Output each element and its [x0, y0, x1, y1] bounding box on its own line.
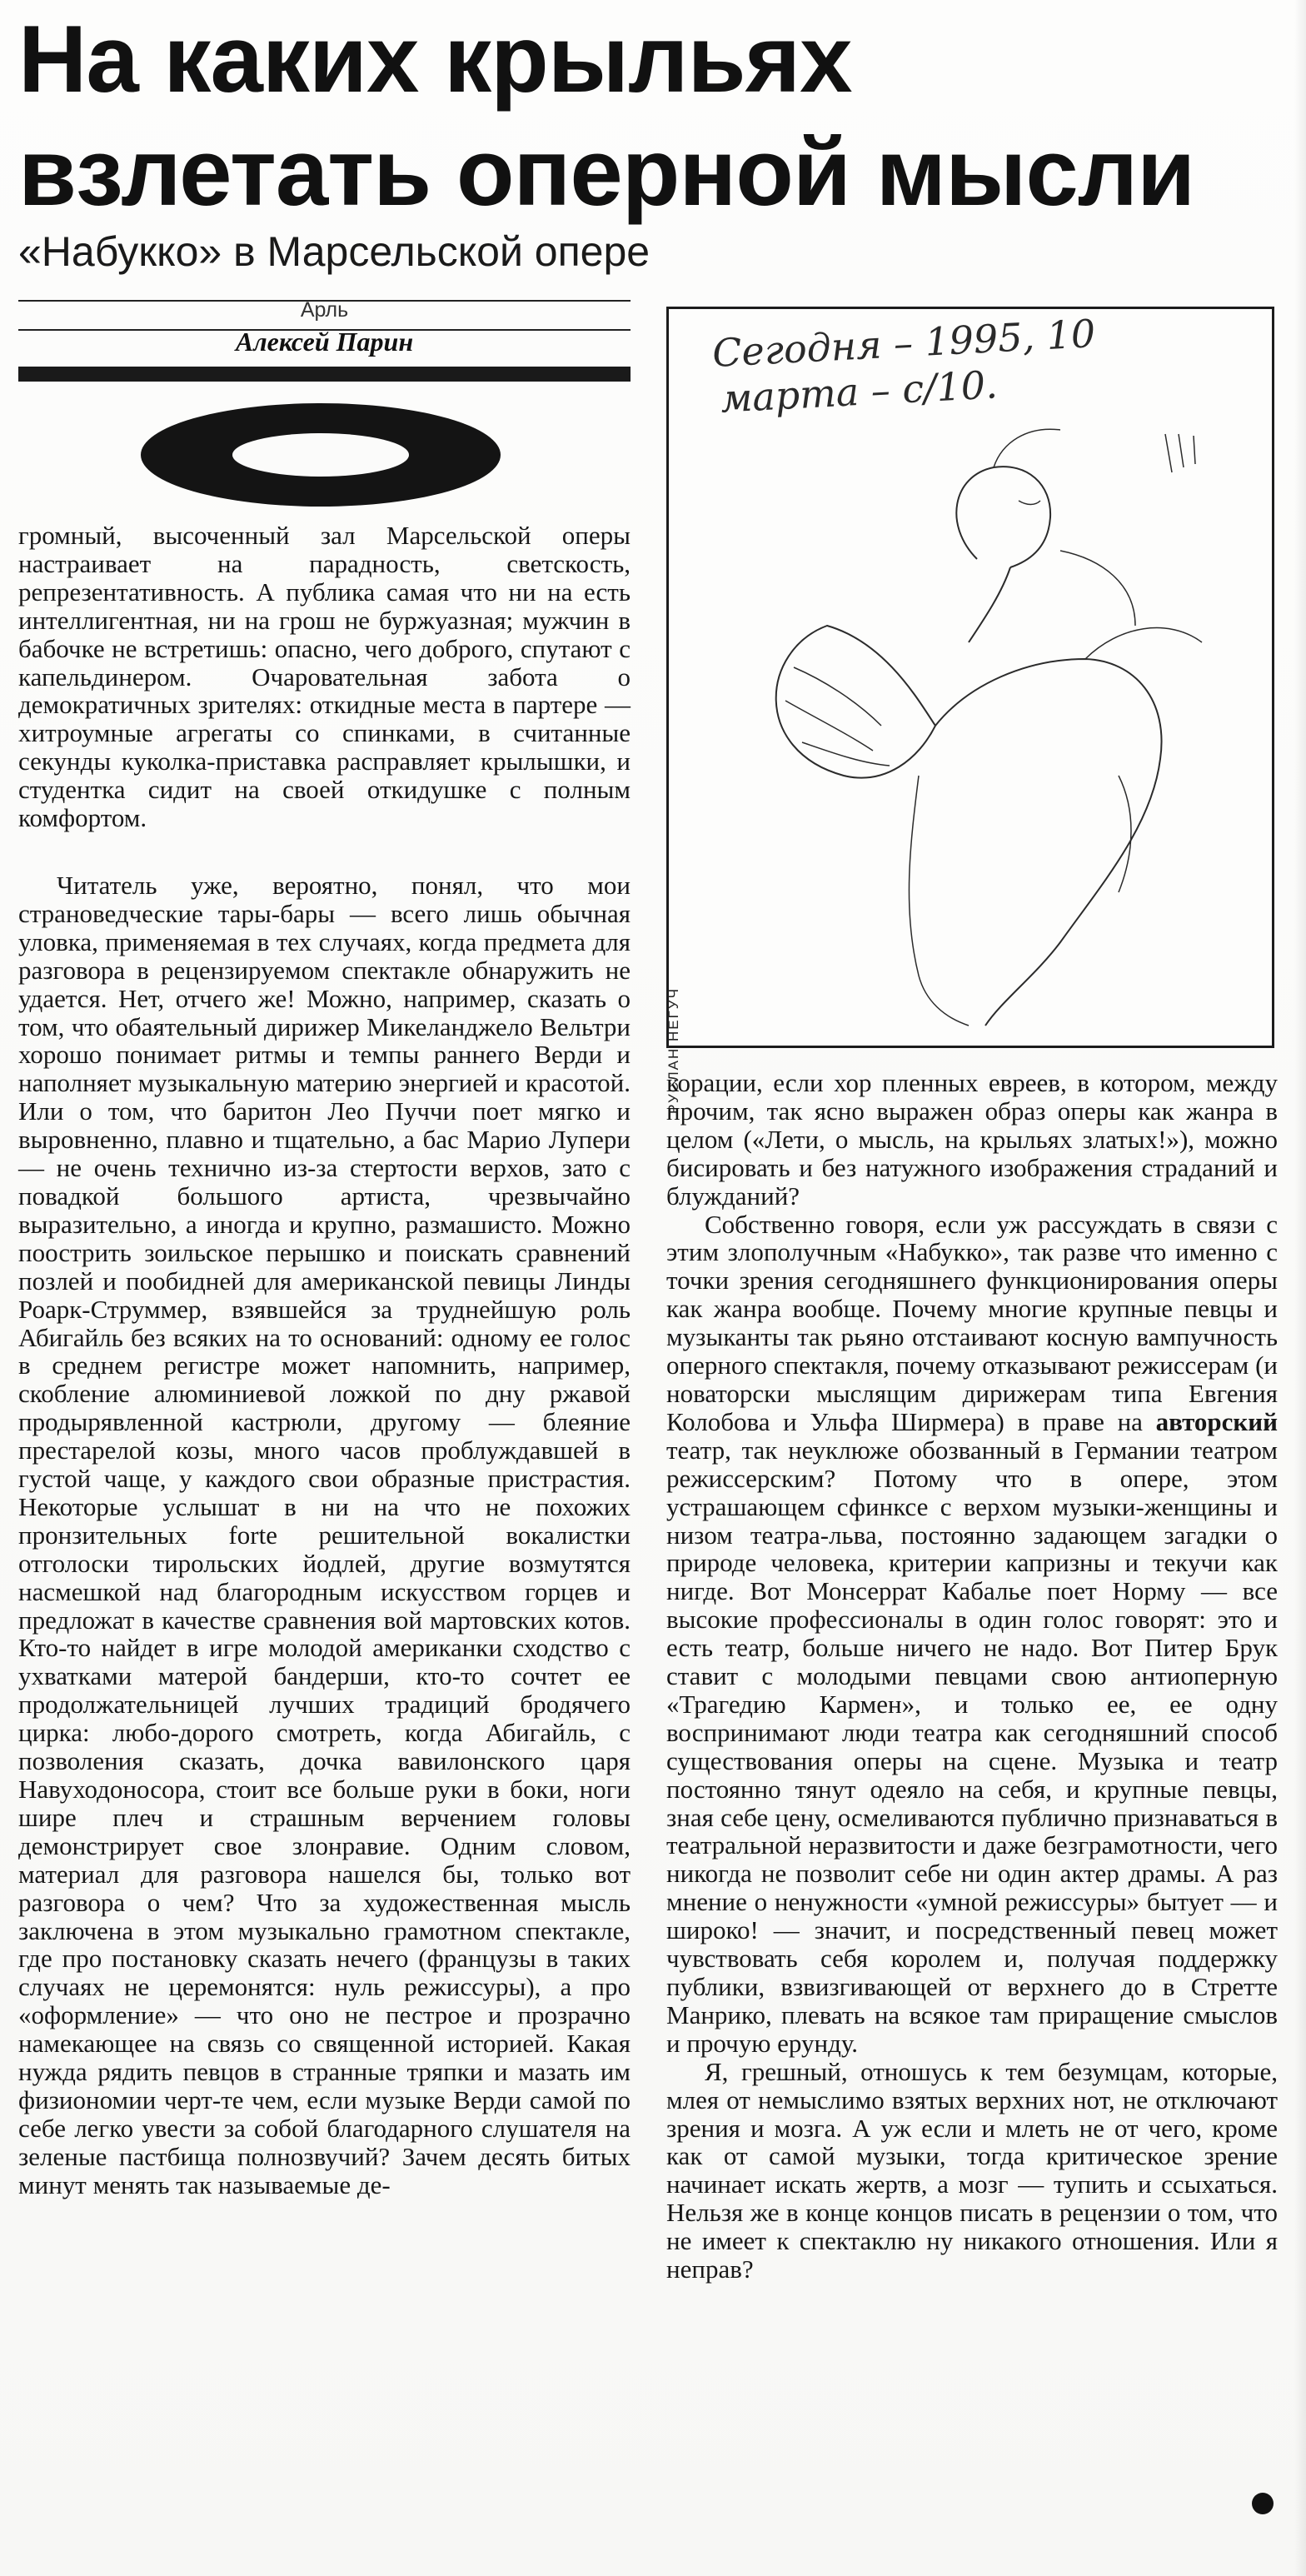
rule-under-author: [18, 367, 631, 382]
paragraph-reader: Читатель уже, вероятно, понял, что мои страноведческие тары-бары — всего лишь обычная уловка, применяемая в тех случаях, когда предмета для разговора в рецензируемом спектакле обнаружить не удается. Нет, отчего же! Можно, например, сказать о том, что обаятельный дирижер Микеланджело Вельтри хорошо понимает ритмы и темпы раннего Верди и наполняет музыкальную материю энергией и красотой. Или о том, что баритон Лео Пуччи поет мягко и выровненно, плавно и тщательно, а бас Марио Лупери — не очень технично из-за стертости верхов, зато с повадкой большого артиста, чрезвычайно выразительно, а иногда и крупно, размашисто. Можно поострить зоильское перышко и поискать сравнений позлей и пообидней для американской певицы Линды Роарк-Струммер, взявшейся за труднейшую роль Абигайль без всяких на то оснований: одному ее голос в среднем регистре может напомнить, например, скобление алюминиевой ложкой по дну ржавой продырявленной кастрюли, другому — блеяние престарелой козы, много часов проблуждавшей в густой чаще, у каждого свои образные пристрастия. Некоторые услышат в ни на что не похожих пронзительных forte решительной вокалистки отголоски тирольских йодлей, другие возмутятся насмешкой над благородным искусством горцев и предложат в качестве сравнения вой мартовских котов. Кто-то найдет в игре молодой американки сходство с ухватками матерой бандерши, кто-то сочтет ее продолжательницей лучших традиций бродячего цирка: любо-дорого смотреть, когда Абигайль, с позволения сказать, дочка вавилонского царя Навуходоносора, стоит все больше руки в боки, ноги шире плеч и страшным верчением головы демонстрирует свое злонравие. Одним словом, материал для разговора нашелся бы, только вот разговора о чем? Что за художественная мысль заключена в этом музыкально грамотном спектакле, где про постановку сказать нечего (французы в таких случаях не церемонятся: нуль режиссуры), а про «оформление» — что оно не пестрое и прозрачно намекающее на связь со священной историей. Какая нужда рядить певцов в странные тряпки и мазать им физиономии черт-те чем, если музыке Верди самой по себе легко увести за собой благодарного слушателя на зеленые пастбища полнозвучий? Зачем десять битых минут менять так называемые де-: [18, 871, 631, 2199]
headline-line-1: На каких крыльях: [18, 7, 852, 112]
byline-author: Алексей Парин: [235, 327, 414, 357]
handwritten-note-line-1: Сегодня – 1995, 10: [710, 310, 1097, 377]
drop-cap-o-shape: [137, 402, 504, 508]
paragraph-opera-genre-part-2: театр, так неуклюже обозванный в Германии театром режиссерским? Потому что в опере, этом устрашающем сфинксе с верхом музыки-женщины и низом театра-льва, постоянно задающем загадки о природе человека, критерии капризны и текучи как нигде. Вот Монсеррат Кабалье поет Норму — все высокие профессионалы в один голос говорят: это и есть театр, больше ничего не надо. Вот Питер Брук ставит с молодыми певцами свою антиоперную «Трагедию Кармен», и только ее, ее одну воспринимают люди театра как сегодняшний способ существования оперы на сцене. Музыка и театр постоянно тянут одеяло на себя, и крупные певцы, зная себе цену, осмеливаются публично признаваться в театральной неразвитости и даже безграмотности, чего никогда не позволит себе ни один актер драмы. А раз мнение о ненужности «умной режиссуры» бытует — и широко! — значит, и посредственный певец может чувствовать себя королем и, получая поддержку публики, взвизгивающей от верхнего до в Стретте Манрико, плевать на всякое там приращение смыслов и прочую ерунду.: [666, 1435, 1278, 2058]
paragraph-conclusion: Я, грешный, отношусь к тем безумцам, которые, млея от немыслимо взятых верхних нот, не отключают зрения и мозга. А уж если и млеть не от чего, кроме как от самой музыки, тогда критическое зрение начинает искать жертв, а мозг — тупить и ссыхаться. Нельзя же в конце концов писать в рецензии о том, что не имеет к спектаклю ну никакого отношения. Или я неправ?: [666, 2056, 1278, 2284]
end-of-article-bullet: [1252, 2493, 1274, 2514]
bold-word-avtorsky: авторский: [1155, 1406, 1278, 1436]
column-left-main: [18, 871, 631, 2199]
handwritten-note-line-2: марта – с/10.: [719, 362, 999, 422]
paragraph-decorations: корации, если хор пленных евреев, в котором, между прочим, так ясно выражен образ оперы как жанра в целом («Лети, о мысль, на крыльях златых!»), можно бисировать и без натужного изображения страданий и блужданий?: [666, 1068, 1278, 1211]
paragraph-opera-genre: [666, 1211, 1278, 2058]
paragraph-intro: громный, высоченный зал Марсельской оперы настраивает на парадность, светскость, репрезентативность. А публика самая что ни на есть интеллигентная, ни на грош не буржуазная; мужчин в бабочке не встретишь: опасно, чего доброго, спутают с капельдинером. Очаровательная забота о демократичных зрителях: откидные места в партере — хитроумные агрегаты со спинками, в считанные секунды куколка-приставка расправляет крылышки, и студентка сидит на своей откидушке с полным комфортом.: [18, 521, 631, 833]
article-subtitle: «Набукко» в Марсельской опере: [18, 228, 651, 275]
artist-credit: РУСЛАН НЕГУЧ: [665, 987, 681, 1114]
article-headline: [18, 3, 1284, 230]
drop-cap-letter: [137, 402, 504, 508]
angel-sketch: [669, 309, 1272, 1046]
headline-line-2: взлетать оперной мысли: [18, 120, 1195, 226]
dateline: Арль: [300, 298, 349, 322]
paragraph-opera-genre-part-1: Собственно говоря, если уж рассуждать в связи с этим злополучным «Набукко», так разве что именно с точки зрения сегодняшнего функционирования оперы как жанра вообще. Почему многие крупные певцы и музыканты так рьяно отстаивают косную вампучность оперного спектакля, почему отказывают режиссерам (и новаторски мыслящим дирижерам типа Евгения Колобова и Ульфа Ширмера) в праве на: [666, 1209, 1278, 1436]
column-left-intro: [18, 522, 631, 832]
page-edge-shadow: [1294, 0, 1306, 2576]
column-right: [666, 1069, 1278, 2284]
illustration-box: [665, 307, 1274, 1114]
